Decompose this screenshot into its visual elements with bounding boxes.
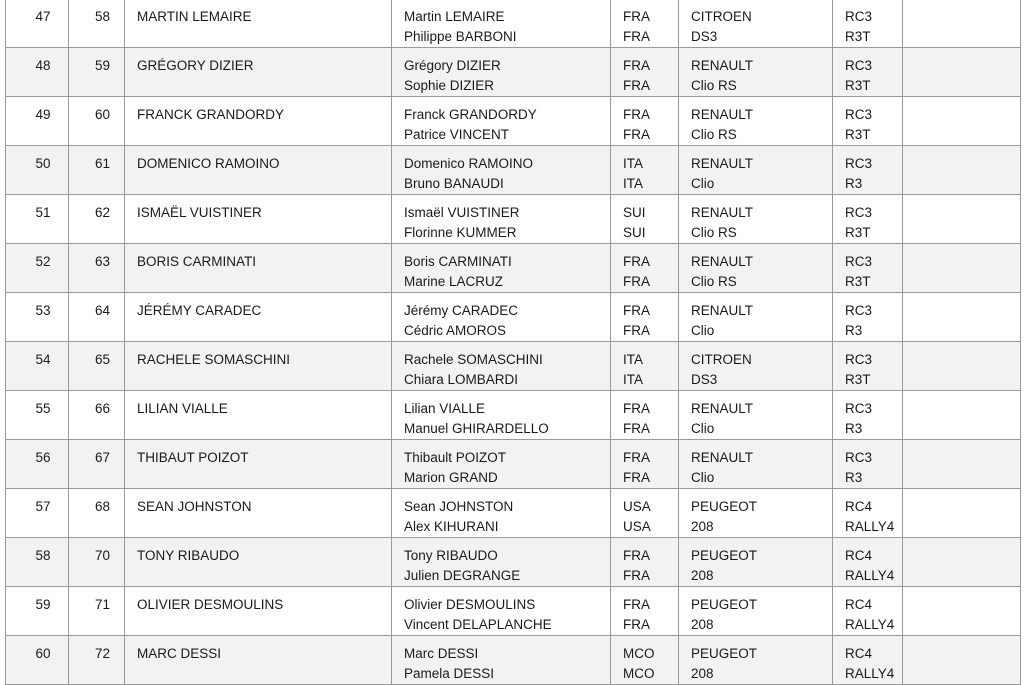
car-model: Clio RS bbox=[691, 274, 737, 289]
car-number-value: 70 bbox=[94, 548, 111, 563]
car-cell bbox=[679, 489, 833, 538]
position-value: 47 bbox=[35, 9, 51, 24]
group-value: R3T bbox=[845, 274, 871, 289]
car-number-value: 72 bbox=[94, 646, 111, 661]
driver-nationality: FRA bbox=[623, 450, 650, 465]
car-cell bbox=[679, 391, 833, 440]
position-cell bbox=[6, 293, 69, 342]
class-value: RC4 bbox=[845, 646, 873, 661]
nationality-cell bbox=[611, 195, 679, 244]
car-number-cell bbox=[69, 244, 125, 293]
nationality-cell bbox=[611, 489, 679, 538]
car-number-cell bbox=[69, 293, 125, 342]
class-value: RC3 bbox=[845, 156, 873, 171]
codriver-name: Florinne KUMMER bbox=[404, 225, 517, 240]
class-cell bbox=[833, 391, 903, 440]
position-cell bbox=[6, 0, 69, 48]
group-value: RALLY4 bbox=[845, 666, 895, 681]
crew-cell bbox=[392, 636, 611, 685]
group-value: R3T bbox=[845, 127, 871, 142]
position-value: 49 bbox=[35, 107, 51, 122]
car-model: DS3 bbox=[691, 29, 718, 44]
driver-nationality: FRA bbox=[623, 254, 650, 269]
car-cell bbox=[679, 0, 833, 48]
group-value: R3T bbox=[845, 29, 871, 44]
class-value: RC3 bbox=[845, 303, 873, 318]
car-make: CITROEN bbox=[691, 9, 752, 24]
class-value: RC3 bbox=[845, 352, 873, 367]
entrant-cell bbox=[125, 636, 392, 685]
empty-cell bbox=[903, 440, 1021, 489]
car-make: RENAULT bbox=[691, 450, 754, 465]
empty-cell bbox=[903, 146, 1021, 195]
driver-nationality: USA bbox=[623, 499, 651, 514]
class-cell bbox=[833, 587, 903, 636]
car-number-cell bbox=[69, 391, 125, 440]
entry-list-body bbox=[6, 0, 1021, 685]
car-model: 208 bbox=[691, 617, 714, 632]
car-cell bbox=[679, 48, 833, 97]
nationality-cell bbox=[611, 0, 679, 48]
driver-nationality: FRA bbox=[623, 58, 650, 73]
nationality-cell bbox=[611, 636, 679, 685]
class-cell bbox=[833, 48, 903, 97]
codriver-nationality: USA bbox=[623, 519, 651, 534]
nationality-cell bbox=[611, 244, 679, 293]
position-cell bbox=[6, 146, 69, 195]
crew-cell bbox=[392, 489, 611, 538]
table-row bbox=[6, 538, 1021, 587]
driver-name: Boris CARMINATI bbox=[404, 254, 512, 269]
empty-cell bbox=[903, 244, 1021, 293]
position-value: 60 bbox=[35, 646, 51, 661]
car-number-value: 68 bbox=[94, 499, 111, 514]
class-value: RC3 bbox=[845, 401, 873, 416]
table-row bbox=[6, 97, 1021, 146]
codriver-name: Philippe BARBONI bbox=[404, 29, 517, 44]
position-value: 56 bbox=[35, 450, 51, 465]
empty-cell bbox=[903, 489, 1021, 538]
table-row bbox=[6, 0, 1021, 48]
class-value: RC4 bbox=[845, 499, 873, 514]
car-cell bbox=[679, 636, 833, 685]
nationality-cell bbox=[611, 440, 679, 489]
class-value: RC3 bbox=[845, 58, 873, 73]
nationality-cell bbox=[611, 48, 679, 97]
codriver-nationality: FRA bbox=[623, 274, 650, 289]
driver-name: Ismaël VUISTINER bbox=[404, 205, 520, 220]
empty-cell bbox=[903, 342, 1021, 391]
car-number-cell bbox=[69, 48, 125, 97]
crew-cell bbox=[392, 293, 611, 342]
class-cell bbox=[833, 538, 903, 587]
car-cell bbox=[679, 244, 833, 293]
class-cell bbox=[833, 440, 903, 489]
class-cell bbox=[833, 293, 903, 342]
driver-name: Martin LEMAIRE bbox=[404, 9, 505, 24]
car-model: Clio bbox=[691, 421, 715, 436]
car-cell bbox=[679, 293, 833, 342]
table-row bbox=[6, 440, 1021, 489]
codriver-name: Cédric AMOROS bbox=[404, 323, 507, 338]
nationality-cell bbox=[611, 587, 679, 636]
codriver-nationality: MCO bbox=[623, 666, 655, 681]
group-value: RALLY4 bbox=[845, 568, 895, 583]
crew-cell bbox=[392, 342, 611, 391]
position-value: 53 bbox=[35, 303, 51, 318]
car-cell bbox=[679, 342, 833, 391]
group-value: R3T bbox=[845, 372, 871, 387]
crew-cell bbox=[392, 195, 611, 244]
position-cell bbox=[6, 48, 69, 97]
class-cell bbox=[833, 0, 903, 48]
class-cell bbox=[833, 244, 903, 293]
car-number-value: 64 bbox=[94, 303, 111, 318]
driver-name: Grégory DIZIER bbox=[404, 58, 501, 73]
crew-cell bbox=[392, 391, 611, 440]
table-row bbox=[6, 587, 1021, 636]
car-number-value: 58 bbox=[94, 9, 111, 24]
car-make: CITROEN bbox=[691, 352, 752, 367]
table-row bbox=[6, 342, 1021, 391]
entrant-name: DOMENICO RAMOINO bbox=[137, 156, 280, 171]
car-make: RENAULT bbox=[691, 401, 754, 416]
codriver-name: Vincent DELAPLANCHE bbox=[404, 617, 552, 632]
car-model: DS3 bbox=[691, 372, 718, 387]
car-number-value: 62 bbox=[94, 205, 111, 220]
crew-cell bbox=[392, 48, 611, 97]
codriver-nationality: FRA bbox=[623, 127, 650, 142]
entrant-name: ISMAËL VUISTINER bbox=[137, 205, 262, 220]
codriver-nationality: FRA bbox=[623, 421, 650, 436]
position-cell bbox=[6, 342, 69, 391]
car-number-cell bbox=[69, 636, 125, 685]
table-row bbox=[6, 48, 1021, 97]
entrant-cell bbox=[125, 244, 392, 293]
position-value: 54 bbox=[35, 352, 51, 367]
entrant-cell bbox=[125, 391, 392, 440]
table-row bbox=[6, 293, 1021, 342]
class-cell bbox=[833, 489, 903, 538]
position-value: 51 bbox=[35, 205, 51, 220]
empty-cell bbox=[903, 538, 1021, 587]
driver-name: Sean JOHNSTON bbox=[404, 499, 514, 514]
class-value: RC3 bbox=[845, 9, 873, 24]
car-cell bbox=[679, 195, 833, 244]
nationality-cell bbox=[611, 97, 679, 146]
driver-nationality: FRA bbox=[623, 9, 650, 24]
class-cell bbox=[833, 195, 903, 244]
entrant-cell bbox=[125, 342, 392, 391]
car-make: PEUGEOT bbox=[691, 499, 758, 514]
position-cell bbox=[6, 195, 69, 244]
position-value: 52 bbox=[35, 254, 51, 269]
empty-cell bbox=[903, 195, 1021, 244]
entrant-cell bbox=[125, 587, 392, 636]
entrant-name: SEAN JOHNSTON bbox=[137, 499, 252, 514]
driver-name: Jérémy CARADEC bbox=[404, 303, 519, 318]
group-value: R3T bbox=[845, 78, 871, 93]
crew-cell bbox=[392, 587, 611, 636]
entrant-name: RACHELE SOMASCHINI bbox=[137, 352, 291, 367]
car-make: PEUGEOT bbox=[691, 548, 758, 563]
entrant-name: MARC DESSI bbox=[137, 646, 222, 661]
codriver-nationality: SUI bbox=[623, 225, 646, 240]
empty-cell bbox=[903, 636, 1021, 685]
class-value: RC4 bbox=[845, 548, 873, 563]
table-row bbox=[6, 489, 1021, 538]
car-number-cell bbox=[69, 538, 125, 587]
car-number-cell bbox=[69, 489, 125, 538]
codriver-name: Marine LACRUZ bbox=[404, 274, 504, 289]
codriver-name: Alex KIHURANI bbox=[404, 519, 499, 534]
car-number-cell bbox=[69, 0, 125, 48]
entrant-cell bbox=[125, 146, 392, 195]
empty-cell bbox=[903, 0, 1021, 48]
crew-cell bbox=[392, 244, 611, 293]
position-value: 50 bbox=[35, 156, 51, 171]
class-value: RC3 bbox=[845, 450, 873, 465]
driver-nationality: FRA bbox=[623, 548, 650, 563]
entrant-name: MARTIN LEMAIRE bbox=[137, 9, 252, 24]
car-number-value: 59 bbox=[94, 58, 111, 73]
table-row bbox=[6, 195, 1021, 244]
car-number-value: 65 bbox=[94, 352, 111, 367]
entrant-cell bbox=[125, 195, 392, 244]
entrant-cell bbox=[125, 489, 392, 538]
car-model: Clio bbox=[691, 323, 715, 338]
group-value: R3 bbox=[845, 470, 863, 485]
car-cell bbox=[679, 538, 833, 587]
group-value: R3 bbox=[845, 323, 863, 338]
entrant-name: GRÉGORY DIZIER bbox=[137, 58, 254, 73]
car-make: RENAULT bbox=[691, 107, 754, 122]
entrant-cell bbox=[125, 293, 392, 342]
driver-nationality: FRA bbox=[623, 401, 650, 416]
entrant-cell bbox=[125, 538, 392, 587]
driver-name: Tony RIBAUDO bbox=[404, 548, 498, 563]
car-make: RENAULT bbox=[691, 156, 754, 171]
car-number-value: 61 bbox=[94, 156, 111, 171]
codriver-name: Patrice VINCENT bbox=[404, 127, 510, 142]
codriver-name: Julien DEGRANGE bbox=[404, 568, 521, 583]
car-number-cell bbox=[69, 342, 125, 391]
entrant-name: JÉRÉMY CARADEC bbox=[137, 303, 262, 318]
class-value: RC3 bbox=[845, 107, 873, 122]
car-model: Clio bbox=[691, 470, 715, 485]
codriver-name: Sophie DIZIER bbox=[404, 78, 495, 93]
driver-nationality: FRA bbox=[623, 107, 650, 122]
class-value: RC4 bbox=[845, 597, 873, 612]
driver-name: Franck GRANDORDY bbox=[404, 107, 537, 122]
nationality-cell bbox=[611, 146, 679, 195]
car-model: Clio RS bbox=[691, 78, 737, 93]
car-number-value: 71 bbox=[94, 597, 111, 612]
group-value: R3T bbox=[845, 225, 871, 240]
entrant-name: TONY RIBAUDO bbox=[137, 548, 240, 563]
codriver-nationality: FRA bbox=[623, 323, 650, 338]
empty-cell bbox=[903, 293, 1021, 342]
car-number-cell bbox=[69, 440, 125, 489]
position-cell bbox=[6, 440, 69, 489]
driver-nationality: ITA bbox=[623, 156, 643, 171]
codriver-nationality: FRA bbox=[623, 470, 650, 485]
position-cell bbox=[6, 97, 69, 146]
driver-name: Lilian VIALLE bbox=[404, 401, 486, 416]
driver-nationality: SUI bbox=[623, 205, 646, 220]
car-cell bbox=[679, 97, 833, 146]
position-cell bbox=[6, 391, 69, 440]
crew-cell bbox=[392, 97, 611, 146]
entrant-cell bbox=[125, 440, 392, 489]
car-model: 208 bbox=[691, 519, 714, 534]
car-make: PEUGEOT bbox=[691, 646, 758, 661]
class-cell bbox=[833, 97, 903, 146]
driver-name: Marc DESSI bbox=[404, 646, 479, 661]
group-value: R3 bbox=[845, 421, 863, 436]
codriver-nationality: ITA bbox=[623, 372, 643, 387]
empty-cell bbox=[903, 97, 1021, 146]
car-model: 208 bbox=[691, 666, 714, 681]
table-row bbox=[6, 391, 1021, 440]
class-cell bbox=[833, 342, 903, 391]
codriver-nationality: ITA bbox=[623, 176, 643, 191]
driver-nationality: FRA bbox=[623, 303, 650, 318]
codriver-nationality: FRA bbox=[623, 617, 650, 632]
position-value: 59 bbox=[35, 597, 51, 612]
car-number-value: 66 bbox=[94, 401, 111, 416]
nationality-cell bbox=[611, 293, 679, 342]
driver-nationality: ITA bbox=[623, 352, 643, 367]
entrant-cell bbox=[125, 0, 392, 48]
table-row bbox=[6, 636, 1021, 685]
position-cell bbox=[6, 636, 69, 685]
class-cell bbox=[833, 636, 903, 685]
driver-name: Domenico RAMOINO bbox=[404, 156, 534, 171]
crew-cell bbox=[392, 440, 611, 489]
position-value: 48 bbox=[35, 58, 51, 73]
car-cell bbox=[679, 440, 833, 489]
car-number-cell bbox=[69, 195, 125, 244]
class-cell bbox=[833, 146, 903, 195]
car-cell bbox=[679, 587, 833, 636]
driver-name: Rachele SOMASCHINI bbox=[404, 352, 543, 367]
nationality-cell bbox=[611, 538, 679, 587]
class-value: RC3 bbox=[845, 254, 873, 269]
car-number-cell bbox=[69, 146, 125, 195]
car-model: Clio RS bbox=[691, 127, 737, 142]
nationality-cell bbox=[611, 391, 679, 440]
entrant-name: FRANCK GRANDORDY bbox=[137, 107, 285, 122]
driver-nationality: MCO bbox=[623, 646, 655, 661]
table-row bbox=[6, 244, 1021, 293]
car-number-value: 63 bbox=[94, 254, 111, 269]
car-number-cell bbox=[69, 97, 125, 146]
entrant-name: THIBAUT POIZOT bbox=[137, 450, 249, 465]
group-value: RALLY4 bbox=[845, 519, 895, 534]
entrant-cell bbox=[125, 48, 392, 97]
position-cell bbox=[6, 489, 69, 538]
position-cell bbox=[6, 587, 69, 636]
position-value: 55 bbox=[35, 401, 51, 416]
crew-cell bbox=[392, 0, 611, 48]
position-cell bbox=[6, 538, 69, 587]
car-number-cell bbox=[69, 587, 125, 636]
position-cell bbox=[6, 244, 69, 293]
crew-cell bbox=[392, 538, 611, 587]
car-make: RENAULT bbox=[691, 303, 754, 318]
codriver-name: Marion GRAND bbox=[404, 470, 498, 485]
position-value: 58 bbox=[35, 548, 51, 563]
codriver-nationality: FRA bbox=[623, 568, 650, 583]
car-make: RENAULT bbox=[691, 205, 754, 220]
car-model: Clio bbox=[691, 176, 715, 191]
car-cell bbox=[679, 146, 833, 195]
position-value: 57 bbox=[35, 499, 51, 514]
empty-cell bbox=[903, 587, 1021, 636]
empty-cell bbox=[903, 391, 1021, 440]
car-model: 208 bbox=[691, 568, 714, 583]
driver-nationality: FRA bbox=[623, 597, 650, 612]
car-make: PEUGEOT bbox=[691, 597, 758, 612]
empty-cell bbox=[903, 48, 1021, 97]
nationality-cell bbox=[611, 342, 679, 391]
codriver-name: Pamela DESSI bbox=[404, 666, 495, 681]
entrant-name: OLIVIER DESMOULINS bbox=[137, 597, 284, 612]
entrant-name: BORIS CARMINATI bbox=[137, 254, 257, 269]
codriver-nationality: FRA bbox=[623, 29, 650, 44]
driver-name: Olivier DESMOULINS bbox=[404, 597, 536, 612]
entry-list-table bbox=[5, 0, 1021, 685]
car-number-value: 60 bbox=[94, 107, 111, 122]
group-value: RALLY4 bbox=[845, 617, 895, 632]
codriver-name: Manuel GHIRARDELLO bbox=[404, 421, 549, 436]
car-model: Clio RS bbox=[691, 225, 737, 240]
codriver-nationality: FRA bbox=[623, 78, 650, 93]
car-number-value: 67 bbox=[94, 450, 111, 465]
group-value: R3 bbox=[845, 176, 863, 191]
entrant-name: LILIAN VIALLE bbox=[137, 401, 228, 416]
table-row bbox=[6, 146, 1021, 195]
driver-name: Thibault POIZOT bbox=[404, 450, 507, 465]
car-make: RENAULT bbox=[691, 58, 754, 73]
codriver-name: Bruno BANAUDI bbox=[404, 176, 504, 191]
car-make: RENAULT bbox=[691, 254, 754, 269]
crew-cell bbox=[392, 146, 611, 195]
codriver-name: Chiara LOMBARDI bbox=[404, 372, 519, 387]
entrant-cell bbox=[125, 97, 392, 146]
class-value: RC3 bbox=[845, 205, 873, 220]
